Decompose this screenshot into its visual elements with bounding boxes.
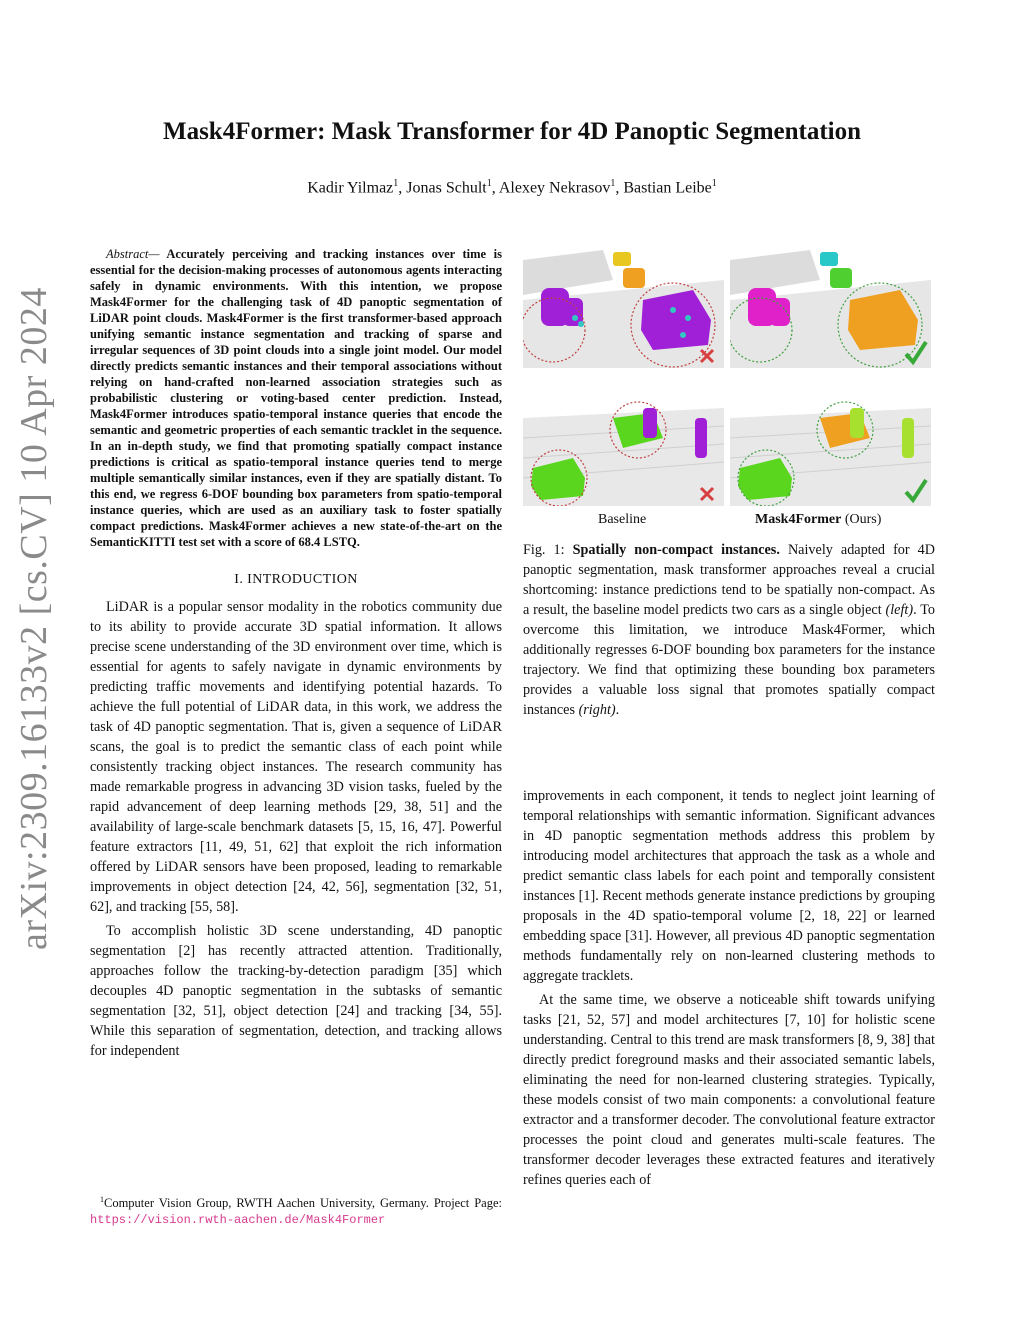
abstract: Abstract— Accurately perceiving and tracking instances over time is essential for the decision-making processes of autonomous agents interacting safely in dynamic environments. With this intention, we propose Mask4Former for the challenging task of 4D panoptic segmentation of LiDAR point clouds. Mask4Former is the first transformer-based approach unifying semantic instance segmentation and tracking of sparse and irregular sequences of 3D point clouds into a single joint model. Our model directly predicts semantic instances and their temporal associations without relying on hand-crafted non-learned association strategies such as probabilistic clustering or voting-based center prediction. Instead, Mask4Former introduces spatio-temporal instance queries that encode the semantic and geometric properties of each semantic tracklet in the sequence. In an in-depth study, we find that promoting spatially compact instance predictions is critical as spatio-temporal instance queries tend to merge multiple semantically similar instances, even if they are spatially distant. To this end, we regress 6-DOF bounding box parameters from spatio-temporal instance queries, which are used as an auxiliary task to foster spatially compact predictions. Mask4Former achieves a new state-of-the-art on the SemanticKITTI test set with a score of 68.4 LSTQ. (90, 247, 502, 549)
figure-labels (523, 512, 935, 536)
intro-paragraph: improvements in each component, it tends to neglect joint learning of temporal relationships with semantic information. Significant advances in 4D panoptic segmentation methods address this problem by introducing model architectures that approach the task as a whole and predict semantic class labels for each point and temporally consistent instances [1]. Recent methods generate instance predictions by grouping proposals in the 4D spatio-temporal volume [2, 18, 22] or learned embedding space [31]. However, all previous 4D panoptic segmentation methods fundamentally rely on non-learned clustering methods to aggregate tracklets. (523, 788, 935, 984)
figure-label-baseline: Baseline (598, 512, 647, 527)
author-name: Jonas Schult (406, 179, 487, 197)
abstract-text: Accurately perceiving and tracking instances over time is essential for the decision-making processes of autonomous agents interacting safely in dynamic environments. With this intention, we propose Mask4Former for the challenging task of 4D panoptic segmentation of LiDAR point clouds. Mask4Former is the first transformer-based approach unifying semantic instance segmentation and tracking of sparse and irregular sequences of 3D point clouds into a single joint model. Our model directly predicts semantic instances and their temporal associations without relying on hand-crafted non-learned association strategies such as probabilistic clustering or voting-based center prediction. Instead, Mask4Former introduces spatio-temporal instance queries that encode the semantic and geometric properties of each semantic tracklet in the sequence. In an in-depth study, we find that promoting spatially compact instance predictions is critical as spatio-temporal instance queries tend to merge multiple semantically similar instances, even if they are spatially distant. To this end, we regress 6-DOF bounding box parameters from spatio-temporal instance queries, which are used as an auxiliary task to foster spatially compact predictions. Mask4Former achieves a new state-of-the-art on the SemanticKITTI test set with a score of 68.4 LSTQ. (90, 247, 502, 549)
right-column-body (523, 786, 935, 1190)
author-name: Kadir Yilmaz (307, 179, 394, 197)
figure-panel-baseline-top (523, 240, 724, 368)
intro-paragraph: At the same time, we observe a noticeable shift towards unifying tasks [21, 52, 57] and model architectures [7, 10] for holistic scene understanding. Central to this trend are mask transformers [8, 9, 38] that directly predict foreground masks and their associated semantic labels, eliminating the need for non-learned clustering strategies. Typically, these models consist of two main components: a convolutional feature extractor and a transformer decoder. The convolutional feature extractor processes the point cloud and generates multi-scale features. The transformer decoder leverages these extracted features and iteratively refines queries each of (523, 992, 935, 1188)
figure-label-ours: Mask4Former (Ours) (755, 512, 882, 527)
project-page-link[interactable]: https://vision.rwth-aachen.de/Mask4Former (90, 1213, 386, 1228)
author-list: Kadir Yilmaz$^1$, Jonas Schult$^1$, Alexey Nekrasov$^1$, Bastian Leibe$^1$ (307, 178, 717, 197)
author-name: Bastian Leibe (623, 179, 712, 197)
paper-title: Mask4Former: Mask Transformer for 4D Panoptic Segmentation (162, 118, 862, 145)
figure-panel-ours-top (730, 240, 931, 368)
figure-panel-ours-bottom (730, 378, 931, 506)
figure-caption: Fig. 1: Spatially non-compact instances. Naively adapted for 4D panoptic segmentation, mask transformer approaches reveal a crucial shortcoming: instance predictions tend to be spatially non-compact. As a result, the baseline model predicts two cars as a single object (left). To overcome this limitation, we introduce Mask4Former, which additionally regresses 6-DOF bounding box parameters for the instance trajectory. We find that optimizing these bounding box parameters provides a valuable loss signal that promotes spatially compact instances (right). (523, 542, 936, 718)
footnote-text: Computer Vision Group, RWTH Aachen University, Germany. Project Page: (104, 1196, 502, 1211)
section-heading-introduction: I. INTRODUCTION (234, 572, 358, 587)
footnote: $^1$Computer Vision Group, RWTH Aachen University, Germany. Project Page: https://vision.rwth-aachen.de/Mask4Former (90, 1195, 502, 1228)
arxiv-identifier: arXiv:2309.16133v2 [cs.CV] 10 Apr 2024 (13, 287, 55, 950)
figure-1 (523, 240, 935, 510)
intro-paragraph: LiDAR is a popular sensor modality in the robotics community due to its ability to provide accurate 3D spatial information. It allows precise scene understanding of the 3D environment over time, which is essential for agents to safely navigate in dynamic environments by predicting traffic movements and identifying potential hazards. To achieve the full potential of LiDAR data, in this work, we address the task of 4D panoptic segmentation. That is, given a sequence of LiDAR scans, the goal is to predict the semantic class of each point while consistently tracking object instances. The research community has made remarkable progress in advancing 3D vision tasks, fueled by the rapid advancement of deep learning methods [29, 38, 51] and the availability of large-scale benchmark datasets [5, 15, 16, 47]. Powerful feature extractors [11, 49, 51, 62] that exploit the rich information offered by LiDAR sensors have been proposed, leading to remarkable improvements in object detection [24, 42, 56], segmentation [32, 51, 62], and tracking [55, 58]. (90, 599, 502, 915)
author-name: Alexey Nekrasov (498, 179, 611, 197)
left-column (90, 246, 502, 1061)
intro-paragraph: To accomplish holistic 3D scene understanding, 4D panoptic segmentation [2] has recently attracted attention. Traditionally, approaches follow the tracking-by-detection paradigm [35] which decouples 4D panoptic segmentation in the subtasks of semantic segmentation [32, 51], object detection [24] and tracking [34, 55]. While this separation of segmentation, detection, and tracking allows for independent (90, 923, 502, 1059)
figure-panel-baseline-bottom (523, 378, 724, 506)
right-column (523, 240, 935, 720)
abstract-label: Abstract (106, 247, 149, 261)
